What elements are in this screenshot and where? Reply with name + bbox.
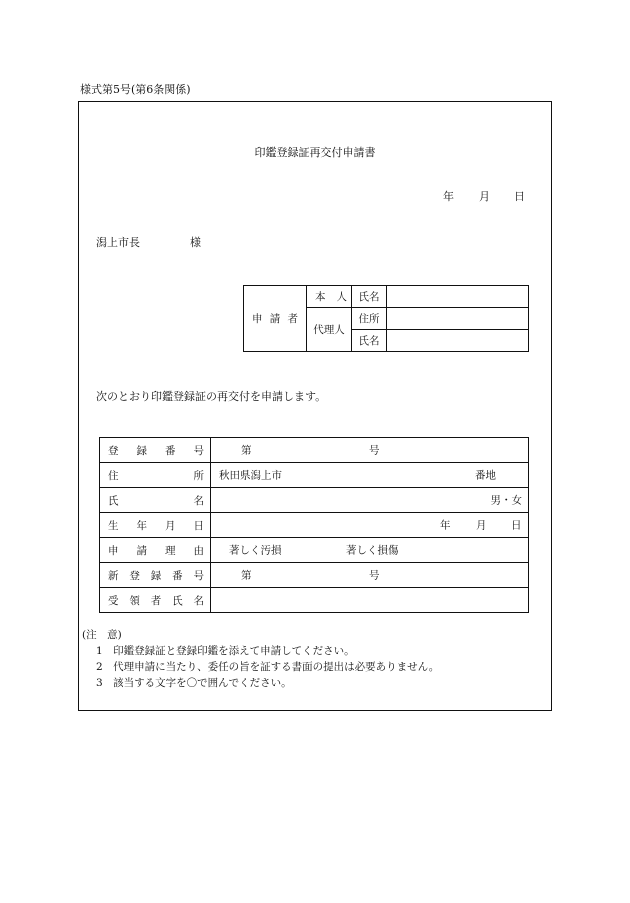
- proxy-name-label: 氏名: [358, 335, 380, 347]
- self-name-label-cell: [352, 286, 387, 308]
- label-char: 所: [193, 469, 204, 482]
- label-char: 日: [193, 519, 204, 532]
- new-number-dai: 第: [241, 569, 252, 582]
- birth-month-unit: 月: [476, 519, 487, 532]
- label-char: 番: [172, 569, 183, 582]
- row-reason: [100, 538, 529, 563]
- address-prefix: 秋田県潟上市: [219, 469, 282, 482]
- label-char: 本: [315, 291, 326, 303]
- label-char: 年: [136, 519, 147, 532]
- label-char: 生: [108, 519, 119, 532]
- addressee-honorific: 様: [190, 236, 201, 249]
- proxy-address-label-cell: [352, 308, 387, 330]
- self-name-field[interactable]: [387, 286, 529, 308]
- proxy-label: 代理人: [313, 324, 345, 336]
- label-char: 者: [150, 594, 162, 607]
- proxy-name-field[interactable]: [387, 330, 529, 352]
- row-receiver-name: [100, 588, 529, 613]
- label-char: 名: [193, 594, 204, 607]
- row-birthdate: [100, 513, 529, 538]
- label-char: 登: [129, 569, 140, 582]
- label-registration-number: [100, 438, 211, 463]
- gender-options: 男・女: [490, 494, 522, 507]
- label-birthdate: [100, 513, 211, 538]
- field-name[interactable]: [211, 488, 529, 513]
- field-reason[interactable]: [211, 538, 529, 563]
- field-address[interactable]: [211, 463, 529, 488]
- note-2: 2 代理申請に当たり、委任の旨を証する書面の提出は必要ありません。: [96, 661, 440, 673]
- proxy-label-cell: [307, 308, 352, 352]
- label-char: 名: [193, 494, 204, 507]
- label-name: [100, 488, 211, 513]
- proxy-address-field[interactable]: [387, 308, 529, 330]
- row-new-registration-number: [100, 563, 529, 588]
- label-char: 新: [108, 569, 119, 582]
- note-3: 3 該当する文字を〇で囲んでください。: [96, 677, 292, 689]
- label-char: 番: [165, 444, 176, 457]
- applicant-table: [243, 285, 529, 352]
- label-char: 申: [108, 544, 119, 557]
- row-registration-number: [100, 438, 529, 463]
- label-char: 住: [108, 469, 119, 482]
- row-name: [100, 488, 529, 513]
- label-char: 人: [336, 291, 347, 303]
- request-statement: 次のとおり印鑑登録証の再交付を申請します。: [96, 390, 327, 403]
- row-address: [100, 463, 529, 488]
- field-receiver-name[interactable]: [211, 588, 529, 613]
- applicant-label-text: [244, 311, 306, 326]
- reg-number-go: 号: [369, 444, 380, 457]
- reason-option-soiled[interactable]: 著しく汚損: [229, 544, 282, 557]
- self-name-label: 氏名: [358, 291, 380, 303]
- label-new-registration-number: [100, 563, 211, 588]
- field-new-registration-number[interactable]: [211, 563, 529, 588]
- self-label: [307, 289, 351, 304]
- date-day-unit: 日: [514, 190, 525, 203]
- label-char: 請: [136, 544, 147, 557]
- label-char: 由: [193, 544, 204, 557]
- detail-table: [99, 437, 529, 613]
- proxy-address-label: 住所: [358, 313, 380, 325]
- reg-number-dai: 第: [241, 444, 252, 457]
- label-char: 者: [287, 313, 298, 325]
- field-registration-number[interactable]: [211, 438, 529, 463]
- notes-title: (注 意): [82, 629, 122, 641]
- self-label-cell: [307, 286, 352, 308]
- label-char: 理: [165, 544, 176, 557]
- address-banchi: 番地: [475, 469, 496, 482]
- note-1: 1 印鑑登録証と登録印鑑を添えて申請してください。: [96, 645, 355, 657]
- label-char: 氏: [108, 494, 119, 507]
- label-reason: [100, 538, 211, 563]
- label-char: 領: [129, 594, 140, 607]
- label-char: 登: [108, 444, 119, 457]
- label-receiver-name: [100, 588, 211, 613]
- applicant-group-label: [244, 286, 307, 352]
- label-char: 号: [193, 569, 204, 582]
- new-number-go: 号: [369, 569, 380, 582]
- form-number-label: 様式第5号(第6条関係): [80, 83, 191, 96]
- label-char: 申: [252, 313, 263, 325]
- label-char: 録: [150, 569, 162, 582]
- label-address: [100, 463, 211, 488]
- date-year-unit: 年: [443, 190, 454, 203]
- addressee: 潟上市長: [96, 236, 140, 249]
- proxy-name-label-cell: [352, 330, 387, 352]
- label-char: 録: [136, 444, 147, 457]
- form-title: 印鑑登録証再交付申請書: [254, 146, 376, 159]
- birth-day-unit: 日: [511, 519, 522, 532]
- label-char: 月: [165, 519, 176, 532]
- label-char: 請: [269, 313, 281, 325]
- label-char: 受: [108, 594, 119, 607]
- label-char: 号: [193, 444, 204, 457]
- label-char: 氏: [172, 594, 183, 607]
- birth-year-unit: 年: [440, 519, 451, 532]
- field-birthdate[interactable]: [211, 513, 529, 538]
- date-month-unit: 月: [479, 190, 490, 203]
- reason-option-damaged[interactable]: 著しく損傷: [346, 544, 399, 557]
